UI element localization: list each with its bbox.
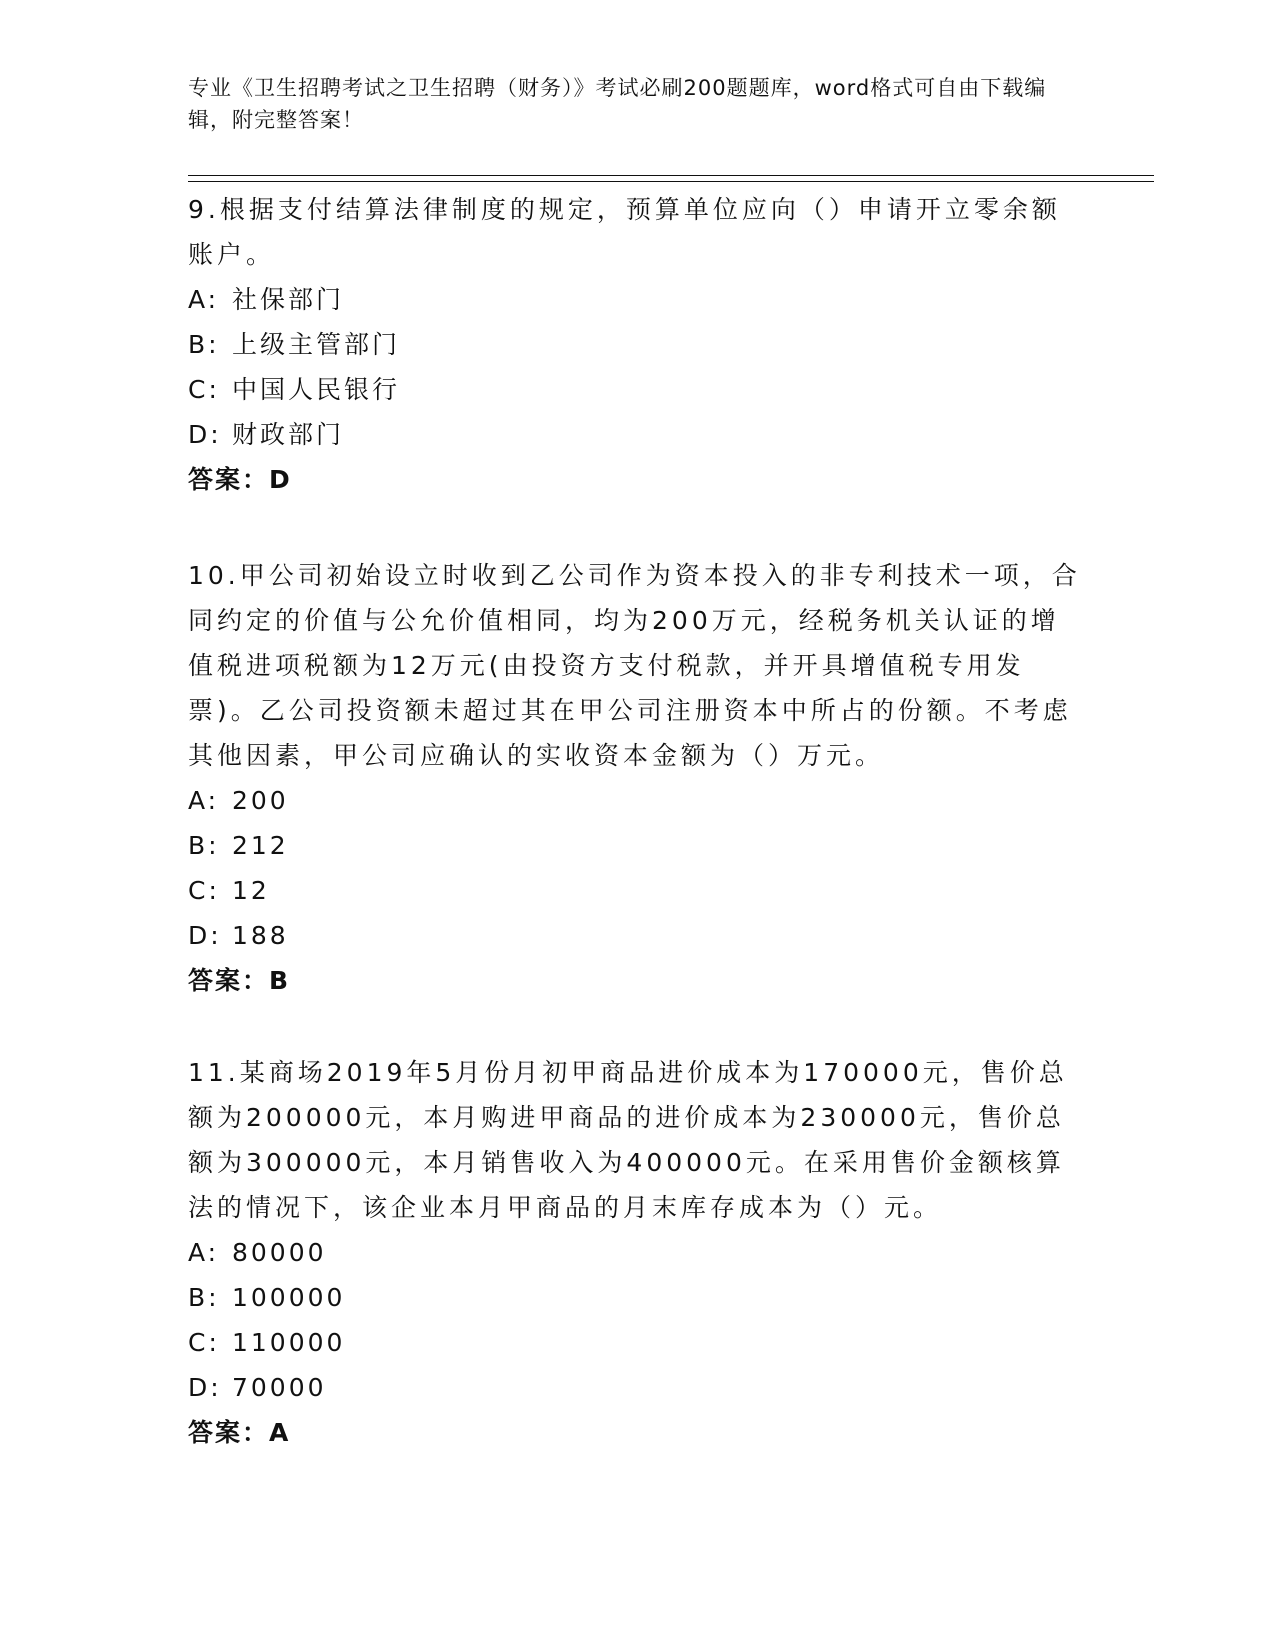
option-b bbox=[188, 823, 1088, 868]
option-text: 212 bbox=[232, 831, 289, 860]
answer: 答案：B bbox=[188, 966, 291, 995]
option-c bbox=[188, 1320, 1088, 1365]
question-stem: 11.某商场2019年5月份月初甲商品进价成本为170000元，售价总额为200000元，本月购进甲商品的进价成本为230000元，售价总额为300000元，本月销售收入为400000元。在采用售价金额核算法的情况下，该企业本月甲商品的月末库存成本为（）元。 bbox=[188, 1058, 1068, 1222]
option-letter: B: bbox=[188, 330, 220, 359]
answer: 答案：A bbox=[188, 1418, 291, 1447]
option-text: 上级主管部门 bbox=[232, 330, 401, 359]
option-letter: B: bbox=[188, 831, 220, 860]
option-c bbox=[188, 868, 1088, 913]
question-9 bbox=[188, 187, 1088, 502]
option-text: 中国人民银行 bbox=[232, 375, 401, 404]
option-text: 社保部门 bbox=[232, 285, 345, 314]
option-text: 财政部门 bbox=[232, 420, 345, 449]
question-stem: 9.根据支付结算法律制度的规定，预算单位应向（）申请开立零余额账户。 bbox=[188, 195, 1061, 269]
option-text: 200 bbox=[232, 786, 289, 815]
option-letter: C: bbox=[188, 876, 220, 905]
option-text: 100000 bbox=[232, 1283, 346, 1312]
option-letter: D: bbox=[188, 1373, 222, 1402]
option-d bbox=[188, 913, 1088, 958]
question-11 bbox=[188, 1050, 1088, 1455]
option-text: 70000 bbox=[232, 1373, 327, 1402]
option-text: 80000 bbox=[232, 1238, 327, 1267]
option-text: 110000 bbox=[232, 1328, 346, 1357]
option-b bbox=[188, 1275, 1088, 1320]
option-text: 12 bbox=[232, 876, 270, 905]
option-d bbox=[188, 1365, 1088, 1410]
question-10 bbox=[188, 553, 1088, 1003]
option-letter: C: bbox=[188, 1328, 220, 1357]
option-letter: C: bbox=[188, 375, 220, 404]
question-stem: 10.甲公司初始设立时收到乙公司作为资本投入的非专利技术一项，合同约定的价值与公允价值相同，均为200万元，经税务机关认证的增值税进项税额为12万元(由投资方支付税款，并开具增值税专用发票)。乙公司投资额未超过其在甲公司注册资本中所占的份额。不考虑其他因素，甲公司应确认的实收资本金额为（）万元。 bbox=[188, 561, 1081, 770]
option-letter: A: bbox=[188, 285, 220, 314]
option-a bbox=[188, 1230, 1088, 1275]
option-letter: D: bbox=[188, 921, 222, 950]
option-a bbox=[188, 778, 1088, 823]
option-c bbox=[188, 367, 1088, 412]
header-divider-bottom bbox=[188, 181, 1154, 182]
header-divider-top bbox=[188, 175, 1154, 176]
option-letter: A: bbox=[188, 786, 220, 815]
option-a bbox=[188, 277, 1088, 322]
option-letter: D: bbox=[188, 420, 222, 449]
option-letter: B: bbox=[188, 1283, 220, 1312]
document-header: 专业《卫生招聘考试之卫生招聘（财务）》考试必刷200题题库，word格式可自由下载编辑，附完整答案！ bbox=[188, 76, 1047, 132]
option-letter: A: bbox=[188, 1238, 220, 1267]
option-d bbox=[188, 412, 1088, 457]
option-b bbox=[188, 322, 1088, 367]
option-text: 188 bbox=[232, 921, 289, 950]
answer: 答案：D bbox=[188, 465, 292, 494]
